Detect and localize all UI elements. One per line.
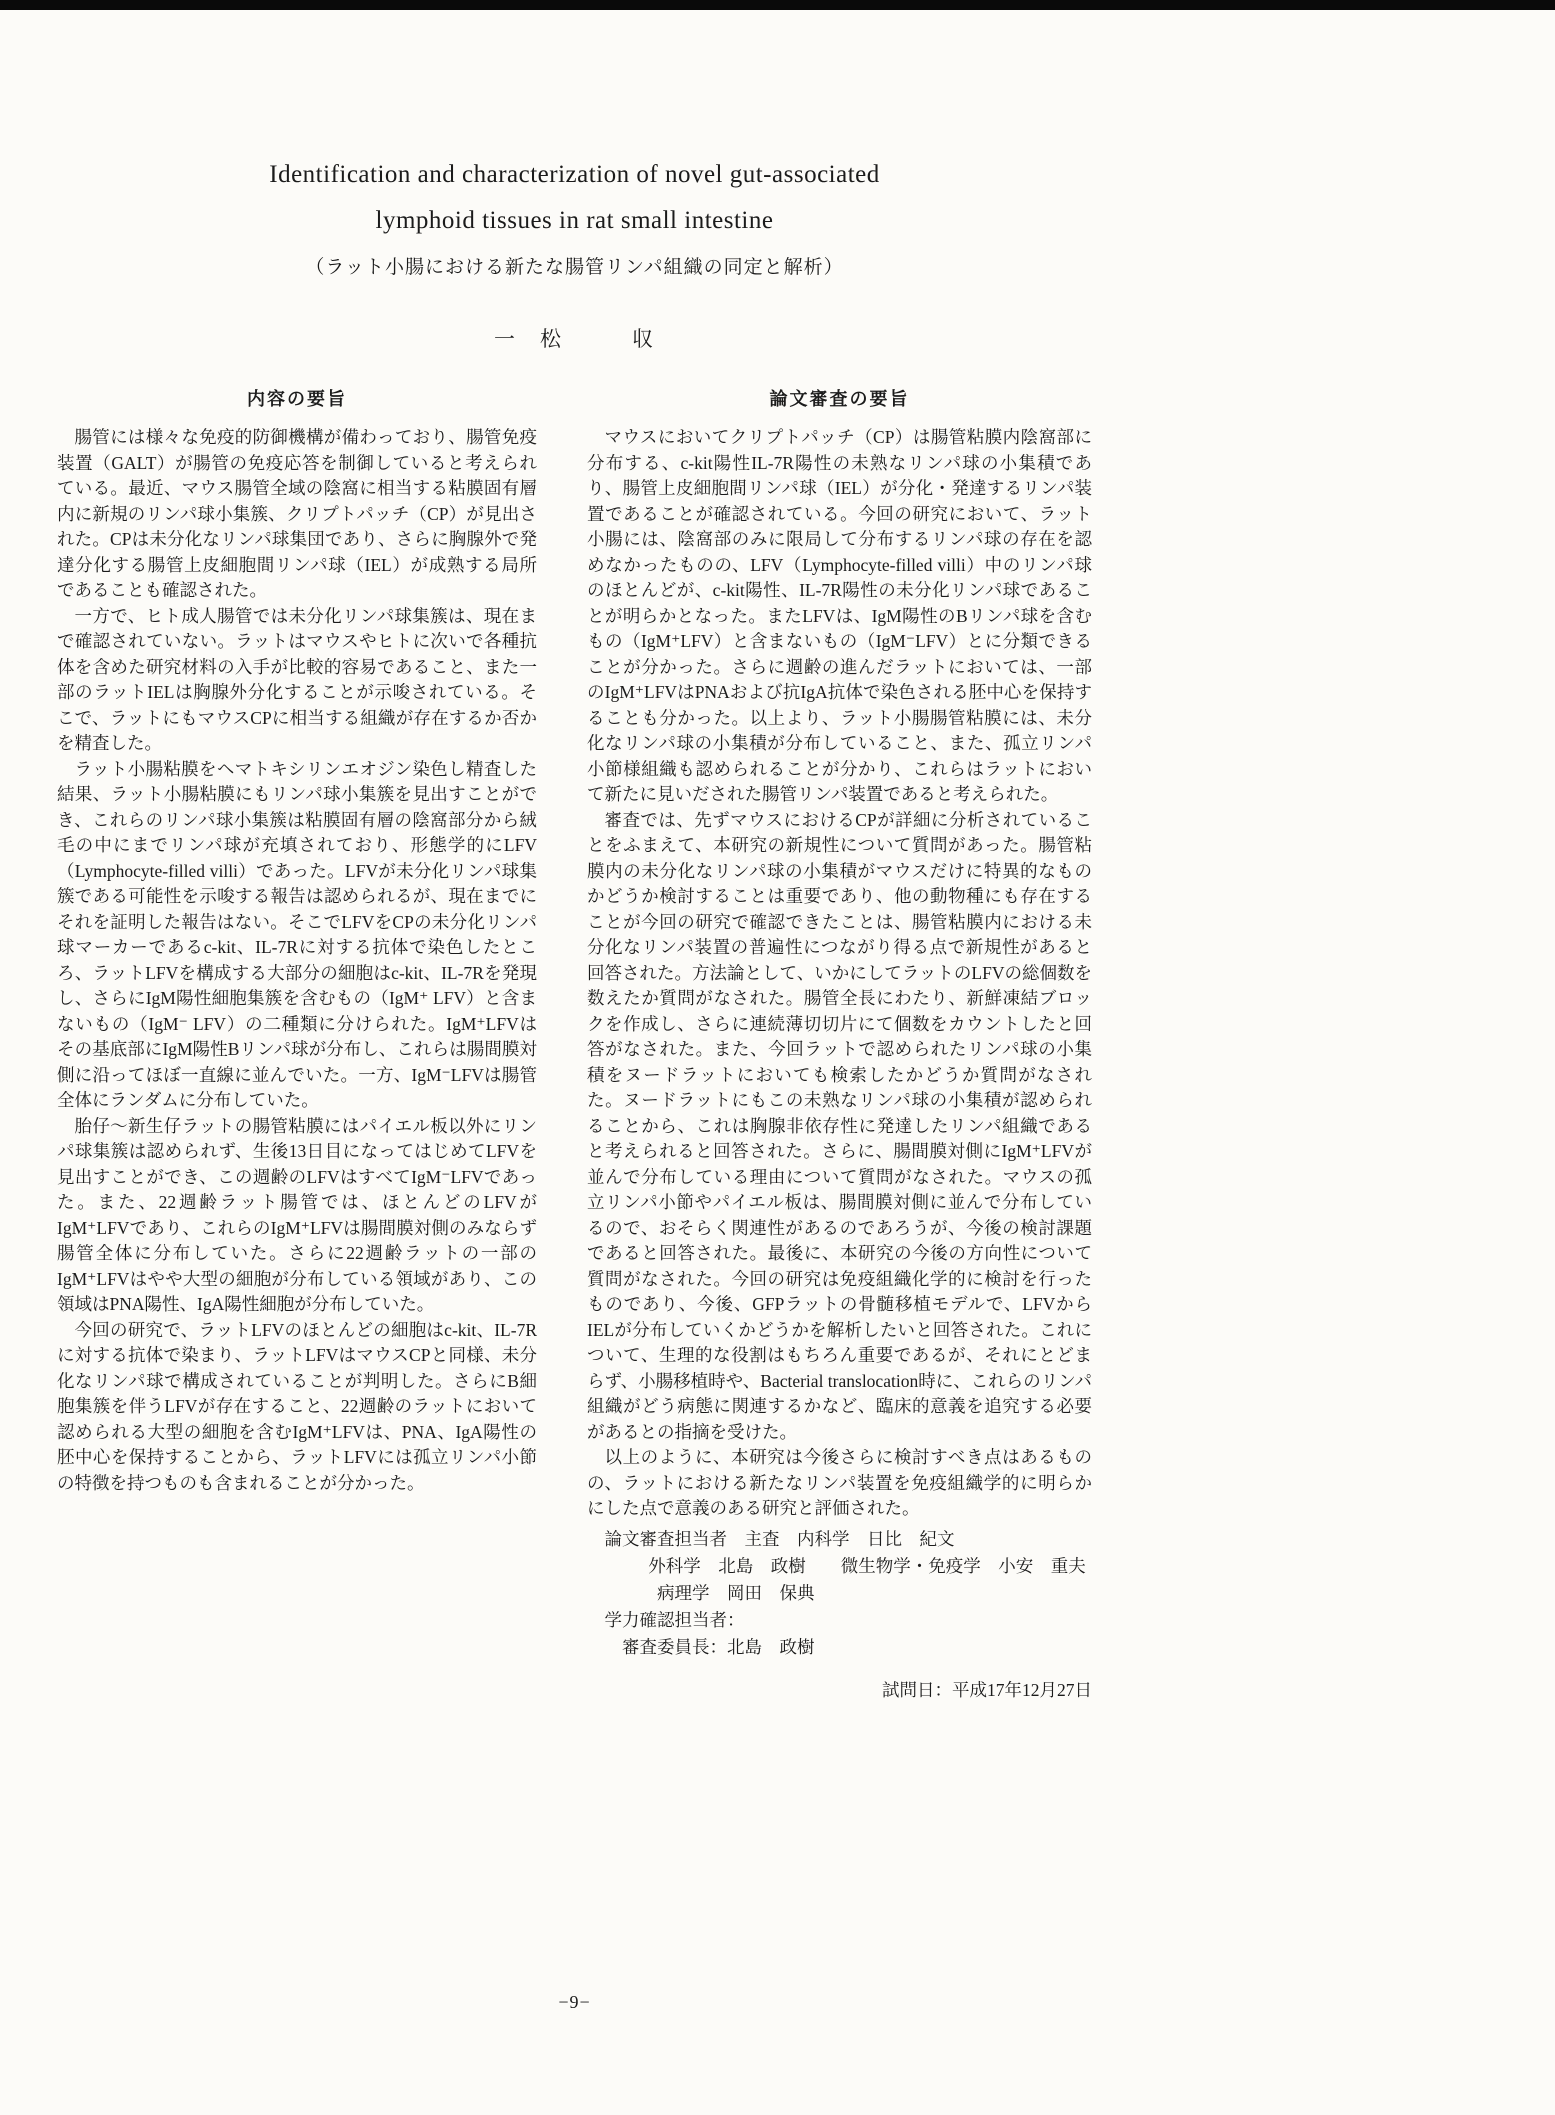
review-paragraph-1: マウスにおいてクリプトパッチ（CP）は腸管粘膜内陰窩部に分布する、c-kit陽性IL-7R陽性の未熟なリンパ球の小集積であり、腸管上皮細胞間リンパ球（IEL）が分化・発達するリンパ装置であることが確認されている。今回の研究において、ラット小腸には、陰窩部のみに限局して分布するリンパ球の存在を認めなかったものの、LFV（Lymphocyte-filled villi）中のリンパ球のほとんどが、c-kit陽性、IL-7R陽性の未分化リンパ球であることが明らかとなった。またLFVは、IgM陽性のBリンパ球を含むもの（IgM⁺LFV）と含まないもの（IgM⁻LFV）とに分類できることが分かった。さらに週齢の進んだラットにおいては、一部のIgM⁺LFVはPNAおよび抗IgA抗体で染色される胚中心を保持することも分かった。以上より、ラット小腸腸管粘膜には、未分化なリンパ球の小集積が分布していること、また、孤立リンパ小節様組織も認められることが分かり、これらはラットにおいて新たに見いだされた腸管リンパ装置であると考えられた。: [587, 427, 1092, 804]
page-content: [57, 0, 1092, 2012]
title-line-2: lymphoid tissues in rat small intestine: [375, 207, 774, 234]
abstract-paragraph-4: 胎仔～新生仔ラットの腸管粘膜にはパイエル板以外にリンパ球集簇は認められず、生後13日目になってはじめてLFVを見出すことができ、この週齢のLFVはすべてIgM⁻LFVであった。また、22週齢ラット腸管では、ほとんどのLFVがIgM⁺LFVであり、これらのIgM⁺LFVは腸間膜対側のみならず腸管全体に分布していた。さらに22週齢ラットの一部のIgM⁺LFVはやや大型の細胞が分布している領域があり、この領域はPNA陽性、IgA陽性細胞が分布していた。: [57, 1115, 537, 1314]
abstract-column: [57, 385, 537, 1496]
committee-line-examiners: 論文審査担当者 主査 内科学 日比 紀文: [604, 1528, 955, 1549]
paper-title-ja: （ラット小腸における新たな腸管リンパ組織の同定と解析）: [305, 257, 844, 278]
author-name: 一 松 収: [494, 327, 655, 351]
exam-date: 試問日：平成17年12月27日: [882, 1679, 1092, 1700]
review-column: [587, 385, 1092, 1702]
committee-line-certifier: 学力確認担当者：: [604, 1609, 745, 1630]
review-heading: 論文審査の要旨: [769, 389, 910, 409]
committee-line-pathology: 病理学 岡田 保典: [657, 1582, 815, 1603]
committee-line-surgery: 外科学 北島 政樹 微生物学・免疫学 小安 重夫: [648, 1555, 1086, 1576]
abstract-paragraph-3: ラット小腸粘膜をヘマトキシリンエオジン染色し精査した結果、ラット小腸粘膜にもリンパ球小集簇を見出すことができ、これらのリンパ球小集簇は粘膜固有層の陰窩部分から絨毛の中にまでリンパ球が充填されており、形態学的にLFV（Lymphocyte-filled villi）であった。LFVが未分化リンパ球集簇である可能性を示唆する報告は認められるが、現在までにそれを証明した報告はない。そこでLFVをCPの未分化リンパ球マーカーであるc-kit、IL-7Rに対する抗体で染色したところ、ラットLFVを構成する大部分の細胞はc-kit、IL-7Rを発現し、さらにIgM陽性細胞集簇を含むもの（IgM⁺ LFV）と含まないもの（IgM⁻ LFV）の二種類に分けられた。IgM⁺LFVはその基底部にIgM陽性Bリンパ球が分布し、これらは腸間膜対側に沿ってほぼ一直線に並んでいた。一方、IgM⁻LFVは腸管全体にランダムに分布していた。: [57, 758, 537, 1110]
abstract-paragraph-1: 腸管には様々な免疫的防御機構が備わっており、腸管免疫装置（GALT）が腸管の免疫応答を制御していると考えられている。最近、マウス腸管全域の陰窩に相当する粘膜固有層内に新規のリンパ球小集簇、クリプトパッチ（CP）が見出された。CPは未分化なリンパ球集団であり、さらに胸腺外で発達分化する腸管上皮細胞間リンパ球（IEL）が成熟する局所であることも確認された。: [57, 427, 537, 600]
title-line-1: Identification and characterization of novel gut-associated: [269, 161, 880, 188]
committee-line-chair: 審査委員長：北島 政樹: [622, 1636, 815, 1657]
abstract-heading: 内容の要旨: [247, 389, 347, 409]
review-paragraph-3: 以上のように、本研究は今後さらに検討すべき点はあるものの、ラットにおける新たなリンパ装置を免疫組織学的に明らかにした点で意義のある研究と評価された。: [587, 1447, 1092, 1518]
two-column-body: [57, 385, 1092, 1702]
paper-title-en: [57, 152, 1092, 244]
review-paragraph-2: 審査では、先ずマウスにおけるCPが詳細に分析されていることをふまえて、本研究の新規性について質問があった。腸管粘膜内の未分化なリンパ球の小集積がマウスだけに特異的なものかどうか検討することは重要であり、他の動物種にも存在することが今回の研究で確認できたことは、腸管粘膜内における未分化なリンパ装置の普遍性につながり得る点で新規性があると回答された。方法論として、いかにしてラットのLFVの総個数を数えたか質問がなされた。腸管全長にわたり、新鮮凍結ブロックを作成し、さらに連続薄切切片にて個数をカウントしたと回答がなされた。また、今回ラットで認められたリンパ球の小集積をヌードラットにおいても検索したかどうか質問がなされた。ヌードラットにもこの未熟なリンパ球の小集積が認められることから、これは胸腺非依存性に発達したリンパ組織であると考えられると回答された。さらに、腸間膜対側にIgM⁺LFVが並んで分布している理由について質問がなされた。マウスの孤立リンパ小節やパイエル板は、腸間膜対側に並んで分布しているので、おそらく関連性があるのであろうが、今後の検討課題であると回答された。最後に、本研究の今後の方向性について質問がなされた。今回の研究は免疫組織化学的に検討を行ったものであり、今後、GFPラットの骨髄移植モデルで、LFVからIELが分布していくかどうかを解析したいと回答された。これについて、生理的な役割はもちろん重要であるが、それにとどまらず、小腸移植時や、Bacterial translocation時に、これらのリンパ組織がどう病態に関連するかなど、臨床的意義を追究する必要があるとの指摘を受けた。: [587, 809, 1092, 1442]
committee-block: [587, 1526, 1092, 1661]
abstract-paragraph-2: 一方で、ヒト成人腸管では未分化リンパ球集簇は、現在まで確認されていない。ラットはマウスやヒトに次いで各種抗体を含めた研究材料の入手が比較的容易であること、また一部のラットIELは胸腺外分化することが示唆されている。そこで、ラットにもマウスCPに相当する組織が存在するか否かを精査した。: [57, 605, 537, 753]
page-number: −9−: [558, 1992, 591, 2012]
abstract-paragraph-5: 今回の研究で、ラットLFVのほとんどの細胞はc-kit、IL-7Rに対する抗体で染まり、ラットLFVはマウスCPと同様、未分化なリンパ球で構成されていることが判明した。さらにB細胞集簇を伴うLFVが存在すること、22週齢のラットにおいて認められる大型の細胞を含むIgM⁺LFVは、PNA、IgA陽性の胚中心を保持することから、ラットLFVには孤立リンパ小節の特徴を持つものも含まれることが分かった。: [57, 1319, 537, 1493]
